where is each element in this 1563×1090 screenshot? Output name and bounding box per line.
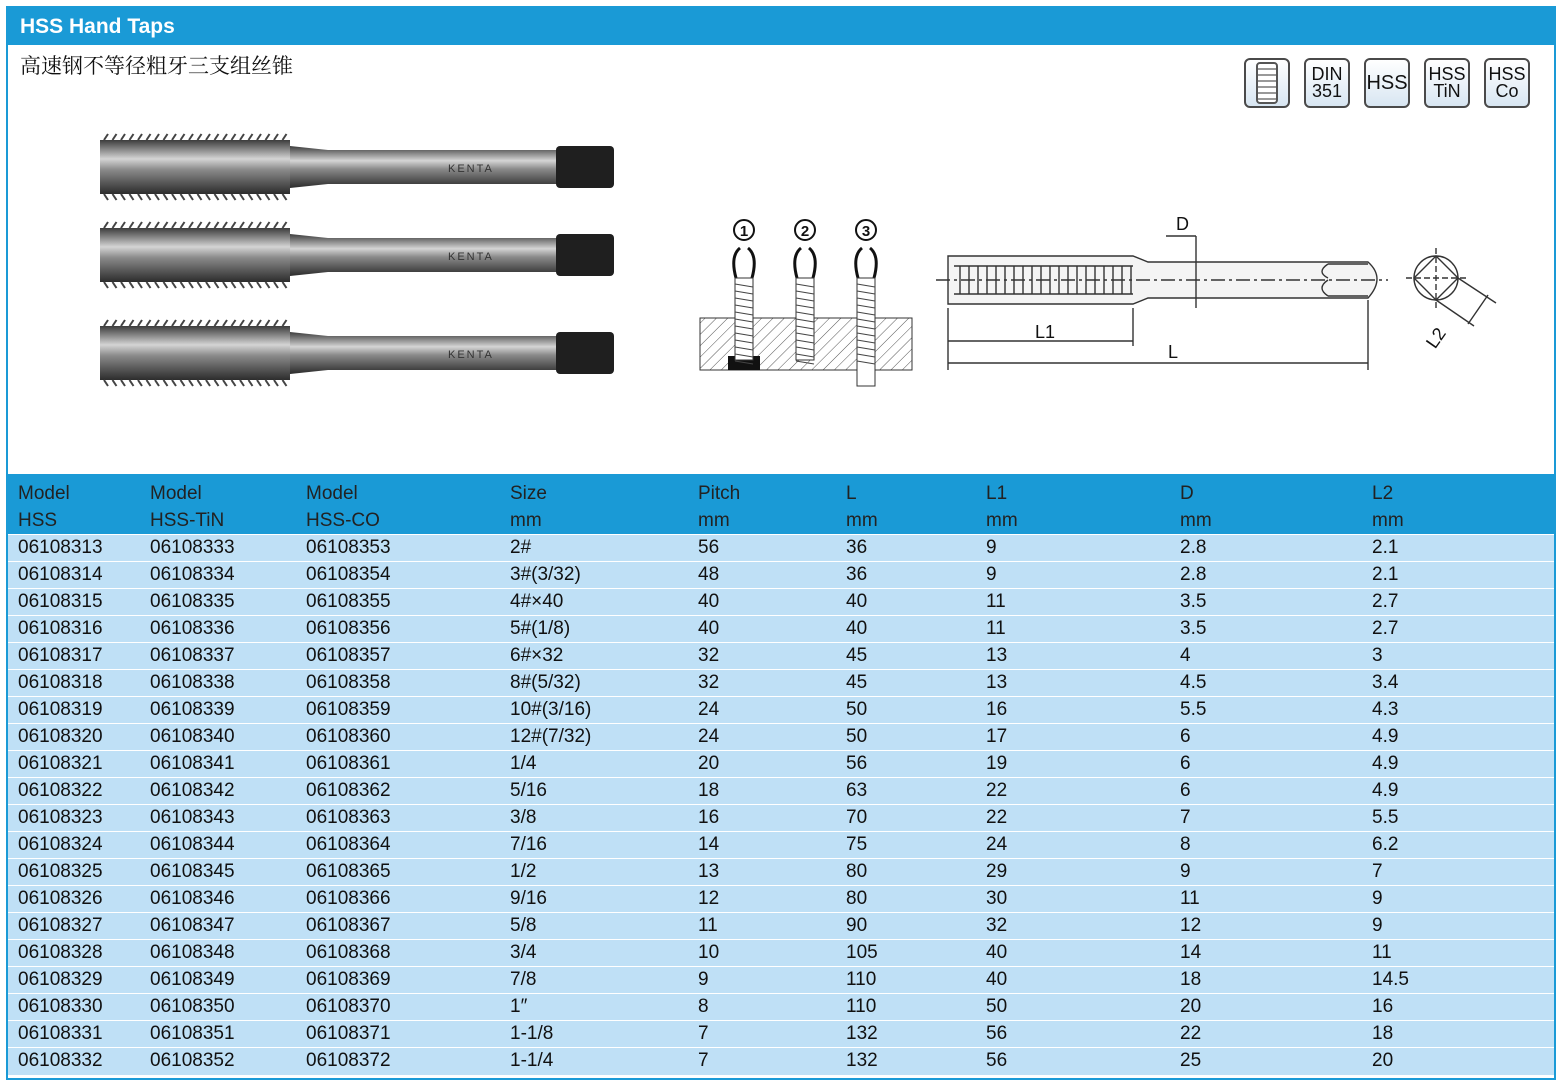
table-cell: 06108338 [140,670,296,697]
badge-text: TiN [1433,81,1461,101]
table-cell: 06108331 [8,1021,140,1048]
table-cell: 06108366 [296,886,500,913]
table-row [8,805,1554,832]
table-cell: 40 [976,967,1170,994]
sequence-step-3 [856,220,877,386]
table-cell: 8 [1170,832,1362,859]
column-header [8,474,140,535]
table-cell: 40 [688,589,836,616]
table-cell: 48 [688,562,836,589]
table-cell: 18 [1362,1021,1554,1048]
table-cell: 22 [976,778,1170,805]
table-cell: 56 [976,1048,1170,1075]
table-cell: 3/4 [500,940,688,967]
header-label: D [1180,483,1194,504]
table-cell: 16 [688,805,836,832]
table-cell: 06108317 [8,643,140,670]
table-cell: 2.1 [1362,562,1554,589]
badge-text: DIN [1311,64,1343,84]
table-cell: 10#(3/16) [500,697,688,724]
dim-label-l2: L2 [1422,324,1450,352]
badge-text: HSS [1488,64,1526,84]
sequence-number: 2 [800,223,810,240]
table-cell: 9 [976,535,1170,562]
table-cell: 06108320 [8,724,140,751]
table-cell: 06108372 [296,1048,500,1075]
table-row [8,751,1554,778]
table-cell: 8 [688,994,836,1021]
table-cell: 5.5 [1362,805,1554,832]
header-label: L [846,483,857,504]
table-cell: 06108355 [296,589,500,616]
table-cell: 06108350 [140,994,296,1021]
table-cell: 24 [688,724,836,751]
table-cell: 06108361 [296,751,500,778]
column-header [688,474,836,535]
table-cell: 06108368 [296,940,500,967]
header-label: Model [150,483,202,504]
table-cell: 56 [976,1021,1170,1048]
header-unit: HSS-TiN [150,510,225,531]
table-cell: 32 [688,643,836,670]
header-unit: mm [1372,510,1404,531]
table-cell: 7 [1170,805,1362,832]
table-cell: 20 [1170,994,1362,1021]
table-cell: 10 [688,940,836,967]
table-cell: 7 [1362,859,1554,886]
page-subtitle: 高速钢不等径粗牙三支组丝锥 [20,54,293,78]
table-header-row [8,474,1554,535]
dim-label-d: D [1176,214,1189,234]
table-cell: 06108359 [296,697,500,724]
header-unit: HSS [18,510,58,531]
catalog-frame [6,6,1556,1080]
table-cell: 06108367 [296,913,500,940]
table-cell: 06108346 [140,886,296,913]
table-cell: 30 [976,886,1170,913]
header-unit: mm [986,510,1018,531]
table-cell: 13 [976,643,1170,670]
table-cell: 06108348 [140,940,296,967]
table-cell: 20 [1362,1048,1554,1075]
table-cell: 36 [836,535,976,562]
table-cell: 7 [688,1021,836,1048]
table-cell: 06108341 [140,751,296,778]
sequence-number: 1 [739,223,749,240]
table-cell: 20 [688,751,836,778]
table-cell: 06108323 [8,805,140,832]
table-cell: 12 [688,886,836,913]
tapping-sequence-diagram [700,220,912,386]
table-row [8,859,1554,886]
table-cell: 06108319 [8,697,140,724]
table-cell: 105 [836,940,976,967]
table-cell: 14 [1170,940,1362,967]
table-cell: 13 [688,859,836,886]
table-cell: 4.9 [1362,724,1554,751]
table-row [8,994,1554,1021]
table-cell: 2.7 [1362,589,1554,616]
table-cell: 3.4 [1362,670,1554,697]
table-cell: 22 [1170,1021,1362,1048]
table-cell: 11 [1170,886,1362,913]
table-cell: 2.1 [1362,535,1554,562]
table-cell: 06108324 [8,832,140,859]
table-cell: 4.5 [1170,670,1362,697]
table-cell: 14.5 [1362,967,1554,994]
table-cell: 70 [836,805,976,832]
table-cell: 4.3 [1362,697,1554,724]
table-cell: 1-1/4 [500,1048,688,1075]
column-header [140,474,296,535]
table-cell: 132 [836,1048,976,1075]
table-cell: 75 [836,832,976,859]
table-cell: 9 [1362,886,1554,913]
table-cell: 06108358 [296,670,500,697]
table-cell: 2.7 [1362,616,1554,643]
table-cell: 1″ [500,994,688,1021]
header-unit: mm [510,510,542,531]
header-unit: HSS-CO [306,510,380,531]
table-cell: 1-1/8 [500,1021,688,1048]
table-cell: 06108336 [140,616,296,643]
tap-brand-marking: KENTA [448,251,494,263]
table-cell: 06108333 [140,535,296,562]
table-cell: 18 [1170,967,1362,994]
table-cell: 06108334 [140,562,296,589]
table-cell: 06108342 [140,778,296,805]
page-title: HSS Hand Taps [8,8,1554,45]
table-cell: 1/4 [500,751,688,778]
table-cell: 16 [1362,994,1554,1021]
table-cell: 4#×40 [500,589,688,616]
table-cell: 50 [836,697,976,724]
table-row [8,562,1554,589]
table-cell: 40 [688,616,836,643]
table-cell: 90 [836,913,976,940]
header-unit: mm [698,510,730,531]
table-cell: 7 [688,1048,836,1075]
table-cell: 4.9 [1362,778,1554,805]
table-cell: 40 [836,616,976,643]
table-row [8,886,1554,913]
column-header [296,474,500,535]
header-label: Size [510,483,547,504]
column-header [976,474,1170,535]
table-cell: 06108353 [296,535,500,562]
table-cell: 06108344 [140,832,296,859]
table-cell: 6 [1170,751,1362,778]
sequence-step-2 [795,220,816,364]
table-cell: 06108321 [8,751,140,778]
table-row [8,1048,1554,1075]
table-cell: 18 [688,778,836,805]
table-cell: 19 [976,751,1170,778]
table-cell: 06108329 [8,967,140,994]
table-row [8,670,1554,697]
sequence-step-1 [734,220,755,364]
header-label: L1 [986,483,1008,504]
badge-text: 351 [1311,81,1343,101]
dim-label-l: L [1168,342,1179,362]
table-cell: 1/2 [500,859,688,886]
table-row [8,535,1554,562]
illustrations [8,8,1554,474]
tap-brand-marking: KENTA [448,163,494,175]
table-row [8,967,1554,994]
table-cell: 56 [688,535,836,562]
sequence-number: 3 [861,223,871,240]
header-label: Pitch [698,483,741,504]
tap-photo-1 [100,134,614,200]
table-cell: 06108362 [296,778,500,805]
header-unit: mm [1180,510,1212,531]
table-cell: 25 [1170,1048,1362,1075]
table-cell: 11 [1362,940,1554,967]
table-cell: 5/8 [500,913,688,940]
table-cell: 32 [688,670,836,697]
table-cell: 13 [976,670,1170,697]
table-cell: 3.5 [1170,616,1362,643]
table-cell: 8#(5/32) [500,670,688,697]
product-photo [100,134,614,386]
table-cell: 6.2 [1362,832,1554,859]
table-cell: 5/16 [500,778,688,805]
column-header [836,474,976,535]
table-cell: 36 [836,562,976,589]
table-cell: 80 [836,859,976,886]
table-cell: 06108363 [296,805,500,832]
table-cell: 06108335 [140,589,296,616]
badge-text: HSS [1366,71,1408,94]
tap-photo-3 [100,320,614,386]
table-cell: 06108327 [8,913,140,940]
table-cell: 06108322 [8,778,140,805]
table-cell: 06108328 [8,940,140,967]
table-row [8,832,1554,859]
badge-text: HSS [1428,64,1466,84]
table-cell: 06108369 [296,967,500,994]
table-cell: 06108330 [8,994,140,1021]
table-cell: 9 [1170,859,1362,886]
table-cell: 06108360 [296,724,500,751]
table-cell: 6 [1170,778,1362,805]
table-cell: 06108351 [140,1021,296,1048]
table-row [8,724,1554,751]
table-row [8,1021,1554,1048]
table-cell: 06108340 [140,724,296,751]
table-cell: 06108339 [140,697,296,724]
table-cell: 7/16 [500,832,688,859]
table-cell: 9/16 [500,886,688,913]
column-header [1362,474,1554,535]
table-cell: 3 [1362,643,1554,670]
dimension-drawing [936,236,1496,370]
table-row [8,697,1554,724]
table-cell: 3/8 [500,805,688,832]
table-cell: 06108318 [8,670,140,697]
tap-brand-marking: KENTA [448,349,494,361]
table-cell: 16 [976,697,1170,724]
table-cell: 9 [1362,913,1554,940]
table-cell: 06108345 [140,859,296,886]
column-header [500,474,688,535]
table-cell: 06108315 [8,589,140,616]
table-cell: 17 [976,724,1170,751]
table-cell: 06108371 [296,1021,500,1048]
table-cell: 50 [976,994,1170,1021]
table-cell: 32 [976,913,1170,940]
table-cell: 9 [976,562,1170,589]
table-cell: 06108349 [140,967,296,994]
table-cell: 2.8 [1170,562,1362,589]
table-cell: 9 [688,967,836,994]
table-cell: 06108352 [140,1048,296,1075]
table-cell: 06108313 [8,535,140,562]
table-cell: 6#×32 [500,643,688,670]
table-cell: 06108326 [8,886,140,913]
table-cell: 45 [836,643,976,670]
table-row [8,643,1554,670]
table-cell: 29 [976,859,1170,886]
header-label: Model [18,483,70,504]
tap-photo-2 [100,222,614,288]
dim-label-l1: L1 [1035,322,1056,342]
table-cell: 4 [1170,643,1362,670]
table-cell: 2# [500,535,688,562]
table-cell: 06108343 [140,805,296,832]
table-cell: 12 [1170,913,1362,940]
table-cell: 4.9 [1362,751,1554,778]
table-cell: 06108364 [296,832,500,859]
column-header [1170,474,1362,535]
table-cell: 45 [836,670,976,697]
table-cell: 06108332 [8,1048,140,1075]
table-cell: 3.5 [1170,589,1362,616]
table-cell: 80 [836,886,976,913]
header-label: L2 [1372,483,1394,504]
table-cell: 6 [1170,724,1362,751]
table-cell: 06108354 [296,562,500,589]
table-cell: 24 [688,697,836,724]
table-cell: 11 [976,589,1170,616]
header-label: Model [306,483,358,504]
table-cell: 110 [836,994,976,1021]
table-cell: 7/8 [500,967,688,994]
spec-table [8,474,1554,1075]
table-cell: 06108357 [296,643,500,670]
table-cell: 63 [836,778,976,805]
table-cell: 132 [836,1021,976,1048]
table-row [8,940,1554,967]
table-row [8,589,1554,616]
table-cell: 06108316 [8,616,140,643]
table-cell: 06108337 [140,643,296,670]
table-cell: 56 [836,751,976,778]
table-cell: 06108365 [296,859,500,886]
table-cell: 11 [976,616,1170,643]
table-cell: 12#(7/32) [500,724,688,751]
table-row [8,913,1554,940]
table-cell: 22 [976,805,1170,832]
table-cell: 110 [836,967,976,994]
table-row [8,616,1554,643]
table-cell: 14 [688,832,836,859]
table-cell: 06108347 [140,913,296,940]
table-cell: 06108370 [296,994,500,1021]
header-unit: mm [846,510,878,531]
table-cell: 06108356 [296,616,500,643]
table-cell: 5#(1/8) [500,616,688,643]
table-cell: 50 [836,724,976,751]
table-cell: 06108325 [8,859,140,886]
badge-text: Co [1495,81,1519,101]
table-row [8,778,1554,805]
table-cell: 40 [976,940,1170,967]
table-cell: 5.5 [1170,697,1362,724]
table-cell: 3#(3/32) [500,562,688,589]
table-cell: 06108314 [8,562,140,589]
table-cell: 2.8 [1170,535,1362,562]
table-cell: 11 [688,913,836,940]
table-cell: 24 [976,832,1170,859]
table-cell: 40 [836,589,976,616]
